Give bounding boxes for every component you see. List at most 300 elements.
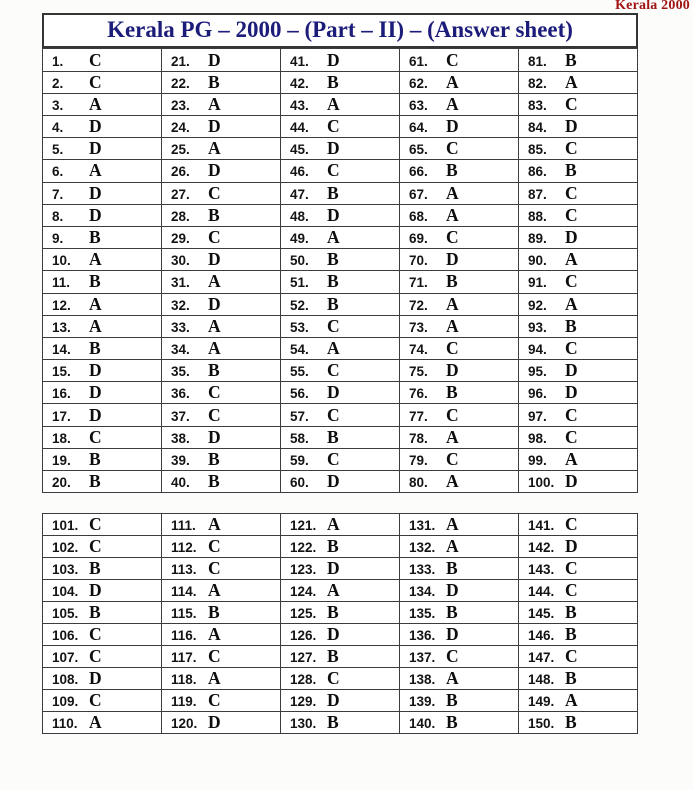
answer-cell <box>281 536 400 558</box>
question-number: 22. <box>171 75 190 91</box>
question-number: 55. <box>290 364 309 380</box>
answer-letter: D <box>208 116 221 137</box>
answer-letter: B <box>446 558 458 579</box>
answer-letter: D <box>327 138 340 159</box>
answer-cell <box>400 49 519 71</box>
question-number: 7. <box>52 186 64 202</box>
answer-letter: C <box>327 668 340 689</box>
answer-letter: B <box>446 382 458 403</box>
question-number: 137. <box>409 650 436 666</box>
question-number: 70. <box>409 253 428 269</box>
question-number: 96. <box>528 386 547 402</box>
answer-letter: B <box>89 337 101 358</box>
answer-letter: D <box>327 471 340 492</box>
answer-cell <box>281 337 400 359</box>
question-number: 72. <box>409 297 428 313</box>
question-number: 24. <box>171 120 190 136</box>
table-row <box>43 471 638 493</box>
answer-cell <box>162 116 281 138</box>
answer-letter: C <box>327 360 340 381</box>
answer-letter: D <box>327 624 340 645</box>
answer-cell <box>43 271 162 293</box>
answer-cell <box>281 315 400 337</box>
answer-letter: C <box>208 646 221 667</box>
question-number: 106. <box>52 628 79 644</box>
answer-letter: D <box>446 249 459 270</box>
answer-cell <box>519 93 638 115</box>
question-number: 130. <box>290 716 317 732</box>
question-number: 88. <box>528 208 547 224</box>
answer-cell <box>281 690 400 712</box>
answer-letter: D <box>89 182 102 203</box>
question-number: 116. <box>171 628 197 644</box>
answer-cell <box>281 226 400 248</box>
answer-letter: B <box>89 558 101 579</box>
answer-cell <box>43 49 162 71</box>
answer-letter: D <box>89 668 102 689</box>
question-number: 93. <box>528 319 547 335</box>
answer-cell <box>43 360 162 382</box>
answer-letter: B <box>446 602 458 623</box>
answer-cell <box>400 712 519 734</box>
answer-cell <box>519 690 638 712</box>
question-number: 122. <box>290 540 317 556</box>
table-row <box>43 293 638 315</box>
question-number: 64. <box>409 120 428 136</box>
table-row <box>43 668 638 690</box>
answer-letter: A <box>446 315 459 336</box>
answer-letter: B <box>565 712 577 733</box>
answer-cell <box>519 315 638 337</box>
table-row <box>43 646 638 668</box>
answer-letter: C <box>565 182 578 203</box>
answer-letter: A <box>446 514 459 535</box>
question-number: 69. <box>409 231 428 247</box>
answer-cell <box>519 226 638 248</box>
answer-cell <box>400 293 519 315</box>
question-number: 27. <box>171 186 190 202</box>
answer-cell <box>281 646 400 668</box>
answer-cell <box>519 138 638 160</box>
answer-cell <box>519 337 638 359</box>
answer-letter: C <box>446 646 459 667</box>
answer-letter: B <box>89 271 101 292</box>
answer-cell <box>43 624 162 646</box>
question-number: 107. <box>52 650 79 666</box>
question-number: 82. <box>528 75 547 91</box>
table-row <box>43 382 638 404</box>
answer-cell <box>400 249 519 271</box>
answer-cell <box>162 249 281 271</box>
answer-cell <box>519 580 638 602</box>
question-number: 53. <box>290 319 309 335</box>
answer-cell <box>519 360 638 382</box>
table-row <box>43 536 638 558</box>
question-number: 149. <box>528 694 555 710</box>
answer-cell <box>400 160 519 182</box>
answer-cell <box>43 448 162 470</box>
answer-cell <box>281 160 400 182</box>
answer-cell <box>400 182 519 204</box>
answer-letter: B <box>327 182 339 203</box>
answer-cell <box>400 514 519 536</box>
answer-cell <box>281 293 400 315</box>
answer-cell <box>400 668 519 690</box>
answer-letter: C <box>565 646 578 667</box>
question-number: 86. <box>528 164 547 180</box>
answer-letter: C <box>565 271 578 292</box>
answer-cell <box>519 116 638 138</box>
answer-cell <box>162 668 281 690</box>
table-row <box>43 160 638 182</box>
question-number: 84. <box>528 120 547 136</box>
answer-cell <box>162 690 281 712</box>
question-number: 128. <box>290 672 317 688</box>
question-number: 30. <box>171 253 190 269</box>
answer-cell <box>281 271 400 293</box>
answer-cell <box>43 249 162 271</box>
question-number: 114. <box>171 584 197 600</box>
answer-letter: B <box>89 602 101 623</box>
table-row <box>43 448 638 470</box>
answer-letter: C <box>89 690 102 711</box>
question-number: 36. <box>171 386 190 402</box>
question-number: 60. <box>290 475 309 491</box>
table-row <box>43 93 638 115</box>
question-number: 124. <box>290 584 317 600</box>
question-number: 150. <box>528 716 555 732</box>
question-number: 98. <box>528 430 547 446</box>
answer-letter: A <box>208 93 221 114</box>
question-number: 74. <box>409 341 428 357</box>
answer-cell <box>162 558 281 580</box>
answer-cell <box>43 580 162 602</box>
question-number: 120. <box>171 716 198 732</box>
table-row <box>43 116 638 138</box>
question-number: 65. <box>409 142 428 158</box>
answer-letter: B <box>565 602 577 623</box>
question-number: 58. <box>290 430 309 446</box>
answer-cell <box>519 536 638 558</box>
answer-letter: D <box>446 580 459 601</box>
answer-cell <box>281 514 400 536</box>
answer-cell <box>162 448 281 470</box>
answer-cell <box>519 426 638 448</box>
answer-letter: B <box>446 271 458 292</box>
answer-letter: A <box>327 93 340 114</box>
watermark-kerala-2000: Kerala 2000 <box>615 0 690 13</box>
answer-cell <box>281 558 400 580</box>
table-row <box>43 602 638 624</box>
answer-letter: A <box>565 448 578 469</box>
question-number: 102. <box>52 540 79 556</box>
answer-letter: C <box>208 558 221 579</box>
question-number: 66. <box>409 164 428 180</box>
question-number: 104. <box>52 584 79 600</box>
table-row <box>43 337 638 359</box>
question-number: 138. <box>409 672 436 688</box>
answer-letter: B <box>208 204 220 225</box>
answer-cell <box>162 293 281 315</box>
answer-letter: D <box>89 580 102 601</box>
question-number: 17. <box>52 408 71 424</box>
question-number: 139. <box>409 694 436 710</box>
question-number: 39. <box>171 452 190 468</box>
question-number: 85. <box>528 142 547 158</box>
answer-cell <box>519 471 638 493</box>
answer-table-1-100 <box>42 48 638 493</box>
question-number: 52. <box>290 297 309 313</box>
question-number: 13. <box>52 319 71 335</box>
answer-letter: D <box>89 404 102 425</box>
table-row <box>43 315 638 337</box>
answer-letter: B <box>208 602 220 623</box>
question-number: 19. <box>52 452 71 468</box>
question-number: 48. <box>290 208 309 224</box>
answer-letter: D <box>327 49 340 70</box>
question-number: 16. <box>52 386 71 402</box>
question-number: 78. <box>409 430 428 446</box>
question-number: 134. <box>409 584 436 600</box>
answer-letter: B <box>327 426 339 447</box>
answer-cell <box>400 536 519 558</box>
answer-cell <box>162 138 281 160</box>
question-number: 76. <box>409 386 428 402</box>
answer-letter: D <box>208 712 221 733</box>
answer-cell <box>43 337 162 359</box>
answer-cell <box>400 471 519 493</box>
answer-table-101-150 <box>42 513 638 734</box>
question-number: 73. <box>409 319 428 335</box>
question-number: 127. <box>290 650 317 666</box>
answer-letter: B <box>89 471 101 492</box>
question-number: 9. <box>52 231 64 247</box>
question-number: 110. <box>52 716 78 732</box>
answer-letter: C <box>565 204 578 225</box>
answer-cell <box>162 426 281 448</box>
question-number: 32. <box>171 297 190 313</box>
question-number: 40. <box>171 475 190 491</box>
answer-cell <box>43 382 162 404</box>
answer-cell <box>400 580 519 602</box>
answer-letter: B <box>327 602 339 623</box>
answer-cell <box>519 204 638 226</box>
answer-cell <box>400 116 519 138</box>
question-number: 63. <box>409 97 428 113</box>
answer-letter: D <box>565 536 578 557</box>
answer-letter: B <box>208 448 220 469</box>
answer-letter: D <box>89 382 102 403</box>
question-number: 135. <box>409 606 436 622</box>
question-number: 143. <box>528 562 555 578</box>
answer-cell <box>400 646 519 668</box>
question-number: 35. <box>171 364 190 380</box>
answer-letter: C <box>327 116 340 137</box>
question-number: 99. <box>528 452 547 468</box>
answer-letter: D <box>565 116 578 137</box>
question-number: 83. <box>528 97 547 113</box>
question-number: 57. <box>290 408 309 424</box>
answer-cell <box>43 426 162 448</box>
question-number: 136. <box>409 628 436 644</box>
answer-cell <box>400 448 519 470</box>
question-number: 23. <box>171 97 190 113</box>
answer-letter: A <box>327 227 340 248</box>
answer-cell <box>43 646 162 668</box>
question-number: 133. <box>409 562 436 578</box>
answer-letter: A <box>565 690 578 711</box>
answer-cell <box>162 204 281 226</box>
question-number: 123. <box>290 562 317 578</box>
answer-cell <box>281 602 400 624</box>
answer-cell <box>43 712 162 734</box>
answer-cell <box>43 690 162 712</box>
question-number: 25. <box>171 142 190 158</box>
table-row <box>43 426 638 448</box>
answer-cell <box>400 602 519 624</box>
question-number: 129. <box>290 694 317 710</box>
answer-cell <box>162 160 281 182</box>
question-number: 75. <box>409 364 428 380</box>
question-number: 62. <box>409 75 428 91</box>
answer-cell <box>281 93 400 115</box>
table-row <box>43 204 638 226</box>
answer-cell <box>400 271 519 293</box>
answer-cell <box>519 293 638 315</box>
answer-cell <box>281 382 400 404</box>
answer-cell <box>43 182 162 204</box>
answer-cell <box>400 426 519 448</box>
answer-letter: A <box>327 337 340 358</box>
answer-letter: C <box>89 49 102 70</box>
answer-letter: D <box>565 227 578 248</box>
answer-letter: C <box>89 624 102 645</box>
answer-cell <box>162 337 281 359</box>
question-number: 87. <box>528 186 547 202</box>
question-number: 144. <box>528 584 555 600</box>
answer-cell <box>162 49 281 71</box>
question-number: 113. <box>171 562 197 578</box>
answer-letter: B <box>208 360 220 381</box>
answer-letter: D <box>327 204 340 225</box>
question-number: 112. <box>171 540 197 556</box>
answer-letter: B <box>89 227 101 248</box>
question-number: 5. <box>52 142 64 158</box>
answer-letter: C <box>446 448 459 469</box>
answer-cell <box>43 293 162 315</box>
question-number: 77. <box>409 408 428 424</box>
answer-cell <box>400 93 519 115</box>
question-number: 71. <box>409 275 428 291</box>
answer-letter: B <box>327 646 339 667</box>
question-number: 50. <box>290 253 309 269</box>
answer-cell <box>43 204 162 226</box>
answer-letter: A <box>89 712 102 733</box>
answer-letter: A <box>89 315 102 336</box>
question-number: 94. <box>528 341 547 357</box>
question-number: 33. <box>171 319 190 335</box>
answer-cell <box>162 580 281 602</box>
question-number: 4. <box>52 120 64 136</box>
answer-letter: A <box>89 249 102 270</box>
answer-letter: A <box>89 293 102 314</box>
table-row <box>43 226 638 248</box>
question-number: 91. <box>528 275 547 291</box>
question-number: 131. <box>409 518 436 534</box>
question-number: 141. <box>528 518 555 534</box>
answer-letter: C <box>565 93 578 114</box>
answer-cell <box>281 204 400 226</box>
answer-cell <box>519 71 638 93</box>
question-number: 101. <box>52 518 79 534</box>
answer-letter: D <box>565 360 578 381</box>
question-number: 29. <box>171 231 190 247</box>
answer-cell <box>162 404 281 426</box>
question-number: 18. <box>52 430 71 446</box>
answer-cell <box>519 624 638 646</box>
answer-cell <box>162 536 281 558</box>
answer-cell <box>43 602 162 624</box>
answer-letter: A <box>327 514 340 535</box>
answer-letter: B <box>565 49 577 70</box>
answer-letter: D <box>208 426 221 447</box>
answer-cell <box>400 138 519 160</box>
answer-cell <box>43 93 162 115</box>
answer-letter: A <box>208 580 221 601</box>
question-number: 81. <box>528 53 547 69</box>
answer-letter: B <box>208 71 220 92</box>
question-number: 117. <box>171 650 197 666</box>
answer-cell <box>162 382 281 404</box>
answer-letter: C <box>327 404 340 425</box>
answer-letter: A <box>208 624 221 645</box>
answer-letter: C <box>89 426 102 447</box>
question-number: 46. <box>290 164 309 180</box>
question-number: 54. <box>290 341 309 357</box>
answer-cell <box>281 668 400 690</box>
answer-letter: B <box>327 712 339 733</box>
answer-letter: A <box>208 514 221 535</box>
question-number: 67. <box>409 186 428 202</box>
question-number: 111. <box>171 518 196 534</box>
answer-letter: B <box>565 315 577 336</box>
question-number: 34. <box>171 341 190 357</box>
answer-cell <box>519 49 638 71</box>
table-row <box>43 49 638 71</box>
answer-cell <box>519 558 638 580</box>
answer-letter: A <box>446 426 459 447</box>
answer-letter: A <box>89 93 102 114</box>
answer-letter: B <box>327 249 339 270</box>
answer-sheet <box>42 13 638 734</box>
question-number: 148. <box>528 672 555 688</box>
answer-cell <box>281 138 400 160</box>
answer-cell <box>162 315 281 337</box>
table-row <box>43 249 638 271</box>
question-number: 49. <box>290 231 309 247</box>
question-number: 95. <box>528 364 547 380</box>
answer-letter: D <box>208 160 221 181</box>
question-number: 45. <box>290 142 309 158</box>
question-number: 92. <box>528 297 547 313</box>
answer-letter: D <box>446 360 459 381</box>
answer-cell <box>400 226 519 248</box>
answer-cell <box>162 712 281 734</box>
answer-cell <box>519 382 638 404</box>
answer-letter: A <box>446 71 459 92</box>
answer-cell <box>400 382 519 404</box>
answer-letter: C <box>565 514 578 535</box>
